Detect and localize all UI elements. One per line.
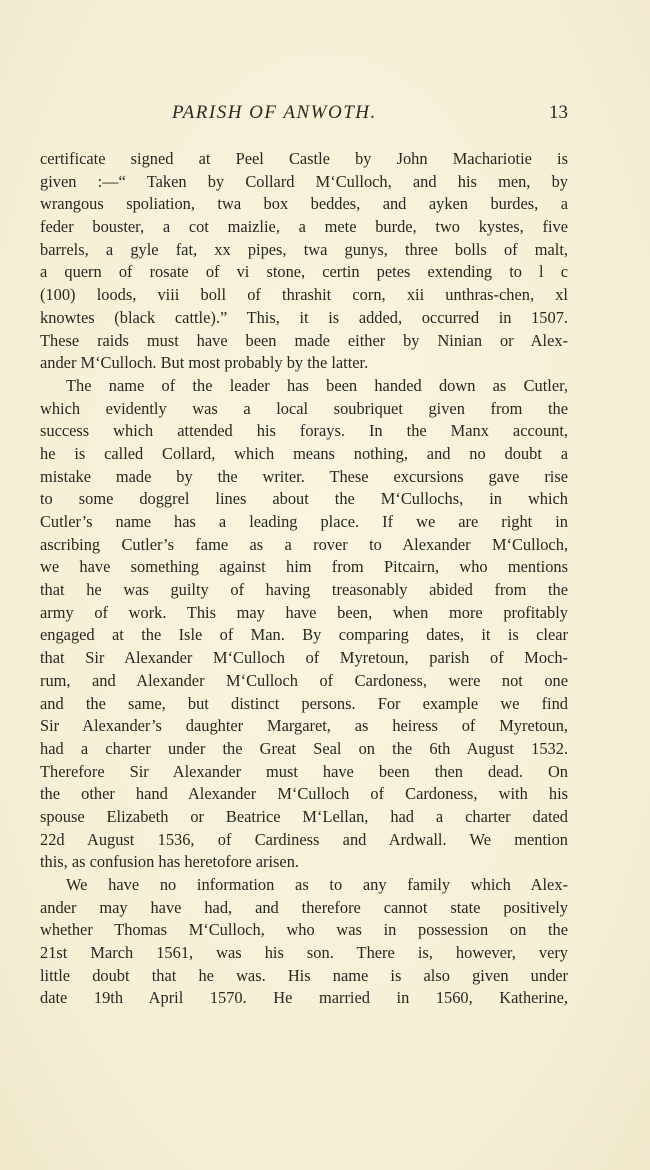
text-line: spouse Elizabeth or Beatrice M‘Lellan, had a charter dated — [40, 806, 568, 826]
text-line: ander M‘Culloch. But most probably by the latter. — [40, 353, 369, 373]
text-line: date 19th April 1570. He married in 1560, Katherine, — [40, 988, 568, 1008]
page-number: 13 — [549, 102, 568, 123]
text-line: we have something against him from Pitcairn, who mentions — [40, 557, 568, 577]
text-line: Cutler’s name has a leading place. If we are right in — [40, 512, 568, 531]
text-line: little doubt that he was. His name is also given under — [40, 965, 568, 985]
text-line: (100) loods, viii boll of thrashit corn, xii unthras-chen, xl — [40, 285, 568, 305]
text-line: rum, and Alexander M‘Culloch of Cardoness, were not one — [40, 670, 568, 690]
text-line: this, as confusion has heretofore arisen. — [40, 852, 299, 872]
text-line: wrangous spoliation, twa box beddes, and ayken burdes, a — [40, 194, 568, 214]
text-line: Sir Alexander’s daughter Margaret, as heiress of Myretoun, — [40, 716, 568, 736]
text-line: success which attended his forays. In the Manx account, — [40, 421, 568, 441]
text-line: to some doggrel lines about the M‘Cullochs, in which — [40, 489, 568, 509]
text-line: feder bouster, a cot maizlie, a mete burde, two kystes, five — [40, 217, 568, 237]
body-text — [40, 148, 568, 1010]
text-line: mistake made by the writer. These excursions gave rise — [40, 466, 568, 486]
text-line: ascribing Cutler’s fame as a rover to Alexander M‘Culloch, — [40, 534, 568, 554]
text-line: Therefore Sir Alexander must have been then dead. On — [40, 761, 568, 781]
text-line: that he was guilty of having treasonably abided from the — [40, 580, 568, 600]
text-line: given :—“ Taken by Collard M‘Culloch, and his men, by — [40, 171, 568, 191]
text-line: We have no information as to any family which Alex- — [66, 875, 568, 894]
running-title: PARISH OF ANWOTH. — [172, 102, 377, 123]
text-line: engaged at the Isle of Man. By comparing dates, it is clear — [40, 625, 568, 645]
text-line: he is called Collard, which means nothing, and no doubt a — [40, 443, 568, 463]
text-line: that Sir Alexander M‘Culloch of Myretoun, parish of Moch- — [40, 648, 568, 668]
text-line: whether Thomas M‘Culloch, who was in possession on the — [40, 920, 568, 940]
text-line: which evidently was a local soubriquet given from the — [40, 398, 568, 418]
text-line: and the same, but distinct persons. For example we find — [40, 693, 568, 713]
text-line: 21st March 1561, was his son. There is, however, very — [40, 943, 568, 963]
text-line: barrels, a gyle fat, xx pipes, twa gunys, three bolls of malt, — [40, 239, 568, 259]
text-line: The name of the leader has been handed down as Cutler, — [66, 375, 568, 395]
text-line: knowtes (black cattle).” This, it is added, occurred in 1507. — [40, 307, 568, 327]
text-line: army of work. This may have been, when more profitably — [40, 602, 568, 622]
text-line: certificate signed at Peel Castle by John Machariotie is — [40, 149, 568, 168]
text-line: 22d August 1536, of Cardiness and Ardwall. We mention — [40, 829, 568, 849]
text-line: had a charter under the Great Seal on the 6th August 1532. — [40, 738, 568, 758]
running-head — [40, 102, 568, 130]
text-line: a quern of rosate of vi stone, certin petes extending to l c — [40, 262, 568, 282]
text-line: These raids must have been made either by Ninian or Alex- — [40, 330, 568, 350]
text-line: the other hand Alexander M‘Culloch of Cardoness, with his — [40, 784, 568, 804]
text-line: ander may have had, and therefore cannot state positively — [40, 897, 568, 917]
